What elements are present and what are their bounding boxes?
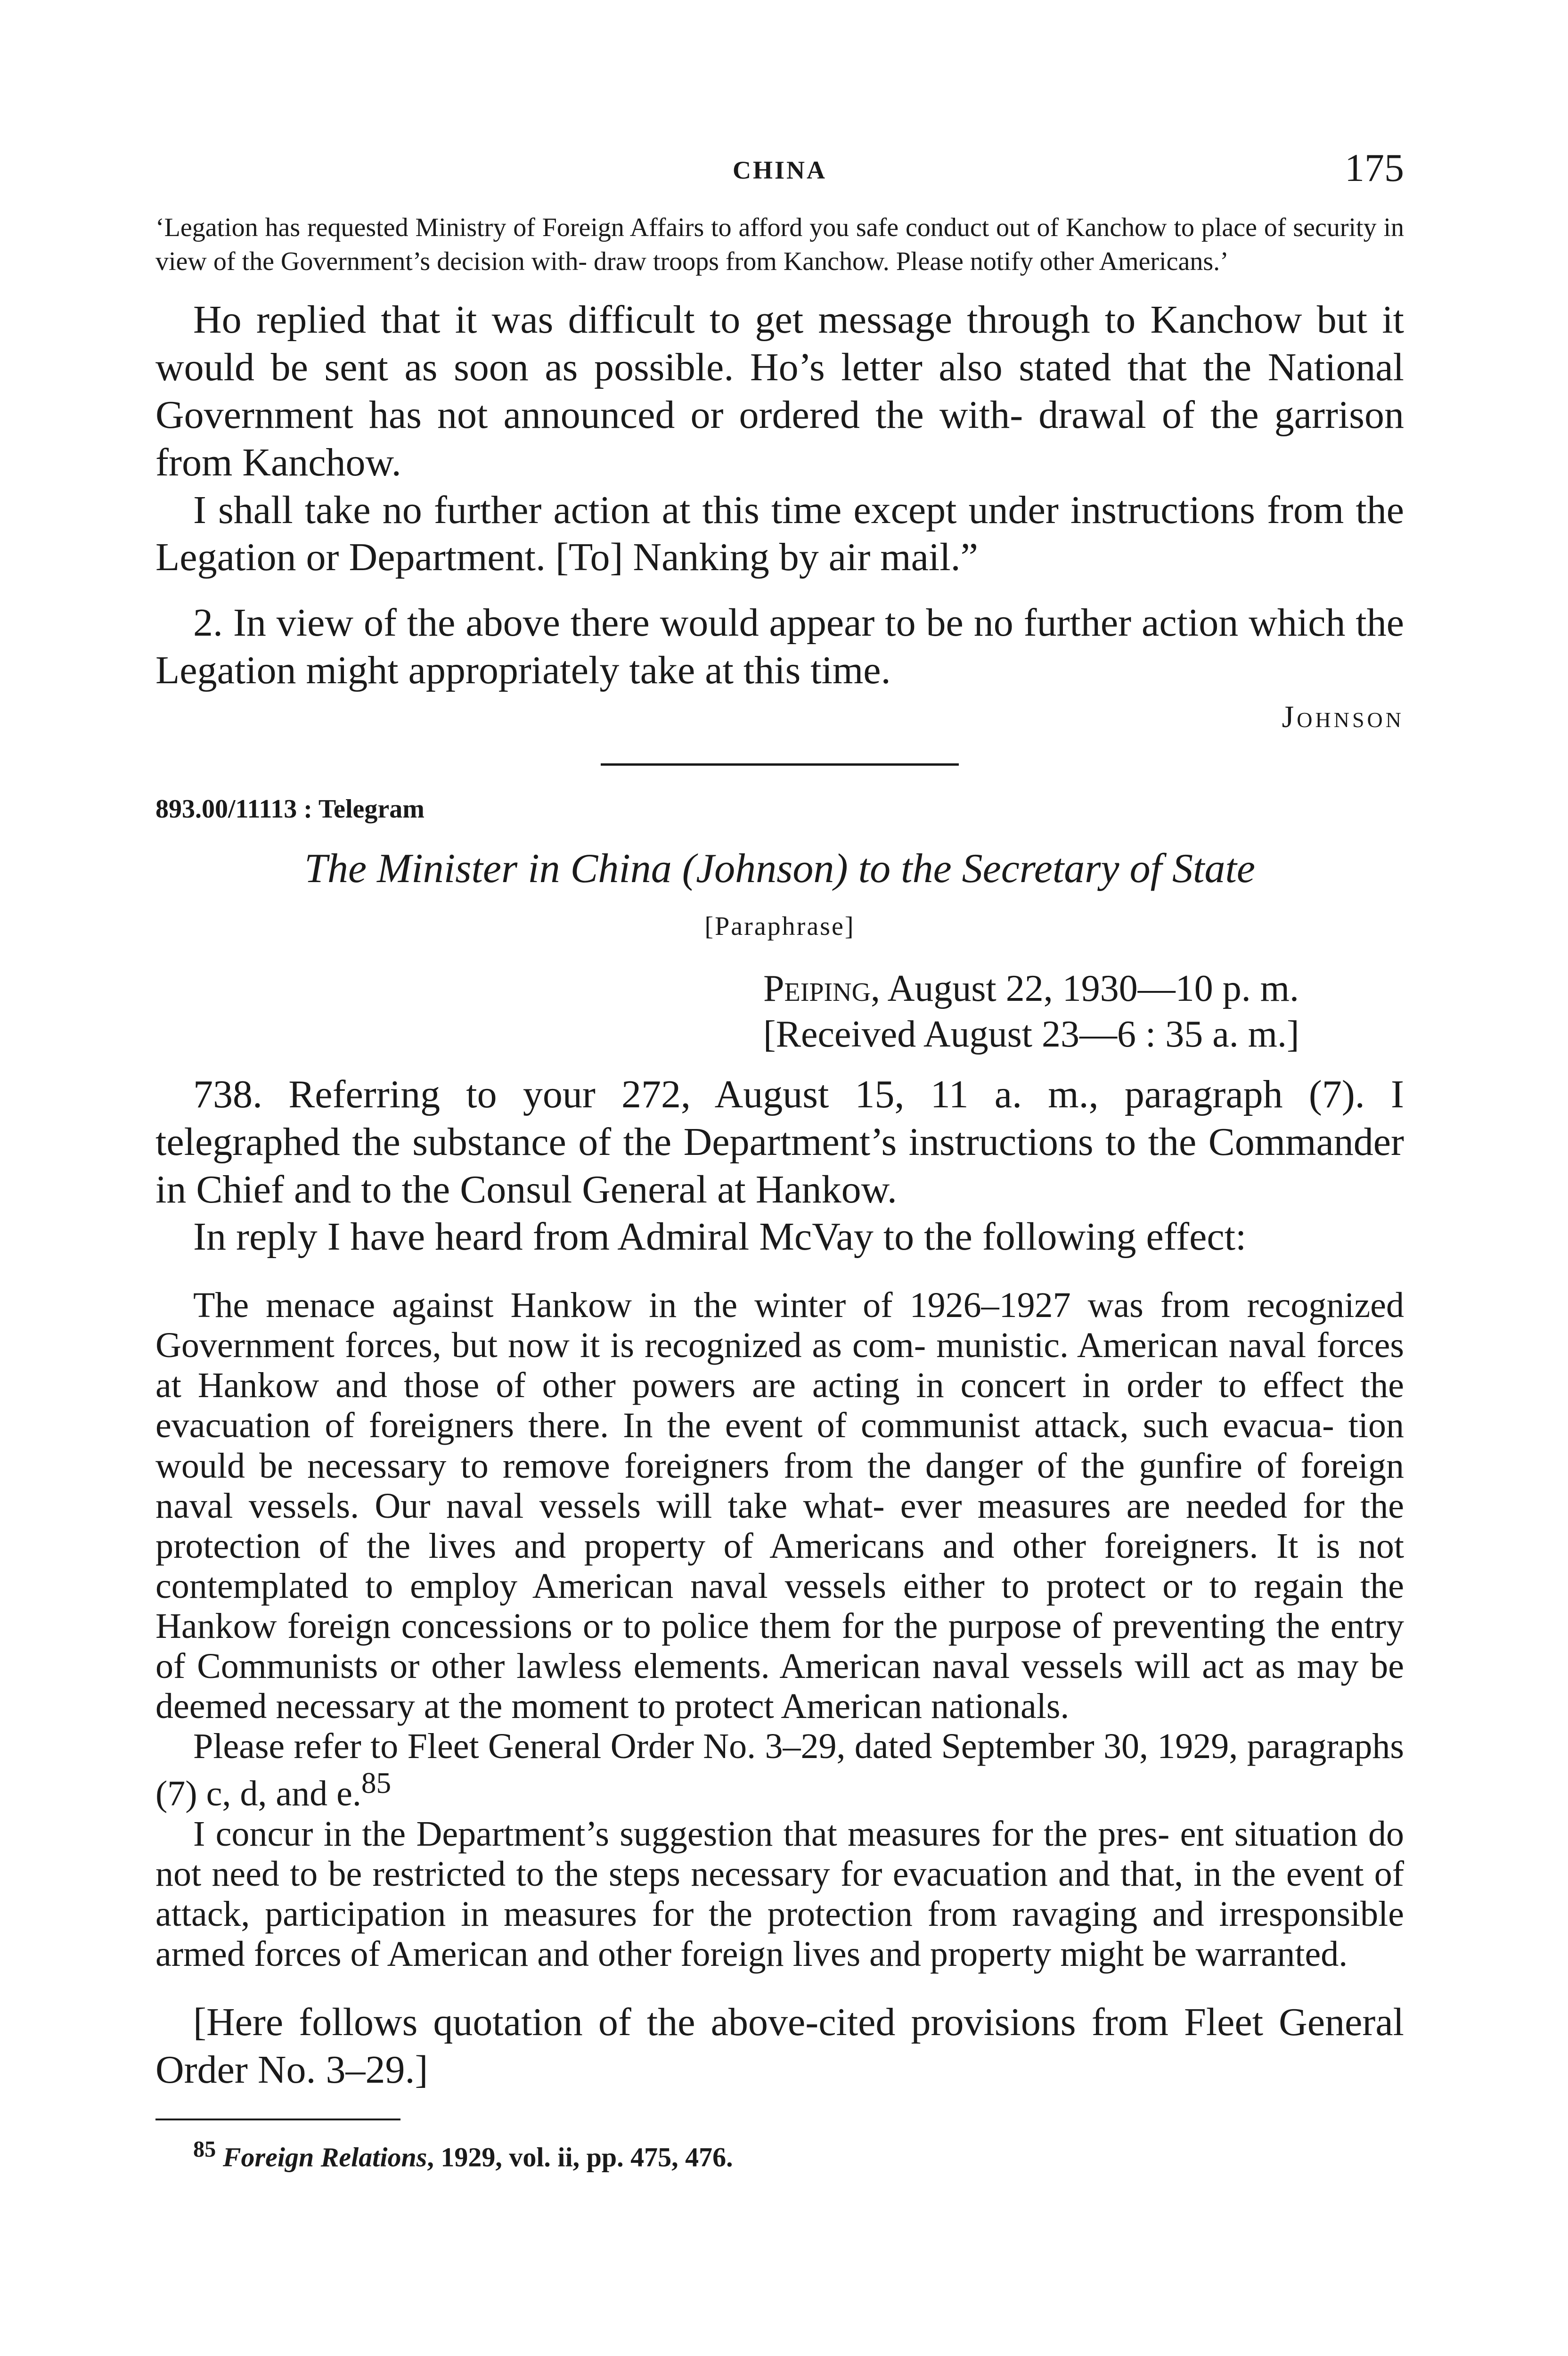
paragraph-further-action: I shall take no further action at this time except under instructions from the Legation or Department. [To] Nanking by air mail.”	[155, 488, 1404, 580]
footnote	[155, 2136, 1404, 2173]
signature: Johnson	[1282, 699, 1404, 734]
footnote-number: 85	[193, 2136, 216, 2162]
quote-fleet-order	[155, 1726, 1404, 1814]
paragraph-2: 2. In view of the above there would appear to be no further action which the Legation might appropriately take at this time.	[155, 601, 1404, 692]
running-head: CHINA	[732, 156, 827, 184]
dateline	[155, 966, 1404, 1058]
legation-quote: ‘Legation has requested Ministry of Foreign Affairs to afford you safe conduct out of Kanchow to place of security in view of the Government’s decision with- draw troops from Kanchow. Please notify other Americans.’	[155, 213, 1404, 276]
file-number: 893.00/11113 : Telegram	[155, 794, 425, 824]
paragraph-follows: [Here follows quotation of the above-cited provisions from Fleet General Order No. 3–29.]	[155, 2000, 1404, 2092]
paraphrase-label: [Paraphrase]	[704, 911, 855, 941]
dateline-received: [Received August 23—6 : 35 a. m.]	[763, 1014, 1299, 1055]
footnote-reference: 85	[361, 1767, 392, 1800]
dateline-sent	[763, 966, 1404, 1012]
paragraph-738: 738. Referring to your 272, August 15, 11 a. m., paragraph (7). I telegraphed the substance of the Department’s instructions to the Commander in Chief and to the Consul General at Hankow.	[155, 1072, 1404, 1211]
dateline-place: Peiping,	[763, 967, 881, 1009]
document-page	[155, 141, 1404, 2173]
paragraph-ho-replied: Ho replied that it was difficult to get message through to Kanchow but it would be sent as soon as possible. Ho’s letter also stated that the National Government has not announced or ordered the with- drawal of the garrison from Kanchow.	[155, 298, 1404, 484]
footnote-rule	[155, 2119, 400, 2120]
page-number: 175	[1345, 146, 1404, 190]
quote-fleet-order-text: Please refer to Fleet General Order No. 3–29, dated September 30, 1929, paragraphs (7) c, d, and e.	[155, 1726, 1404, 1814]
document-title: The Minister in China (Johnson) to the Secretary of State	[304, 845, 1255, 892]
footnote-text: , 1929, vol. ii, pp. 475, 476.	[427, 2142, 733, 2173]
quote-menace: The menace against Hankow in the winter of 1926–1927 was from recognized Government forces, but now it is recognized as com- munistic. American naval forces at Hankow and those of other powers are acting in concert in order to effect the evacuation of foreigners there. In the event of communist attack, such evacua- tion would be necessary to remove foreigners from the danger of the gunfire of foreign naval vessels. Our naval vessels will take what- ever measures are needed for the protection of the lives and property of Americans and other foreigners. It is not contemplated to employ American naval vessels either to protect or to regain the Hankow foreign concessions or to police them for the purpose of preventing the entry of Communists or other lawless elements. American naval vessels will act as may be deemed necessary at the moment to protect American nationals.	[155, 1285, 1404, 1726]
quote-concur: I concur in the Department’s suggestion that measures for the pres- ent situation do not need to be restricted to the steps necessary for evacuation and that, in the event of attack, participation in measures for the protection from ravaging and irresponsible armed forces of American and other foreign lives and property might be warranted.	[155, 1814, 1404, 1974]
footnote-title: Foreign Relations	[222, 2142, 427, 2173]
dateline-date: August 22, 1930—10 p. m.	[887, 967, 1299, 1009]
paragraph-reply: In reply I have heard from Admiral McVay to the following effect:	[193, 1215, 1247, 1259]
section-divider	[601, 763, 959, 766]
page-header	[155, 141, 1404, 198]
